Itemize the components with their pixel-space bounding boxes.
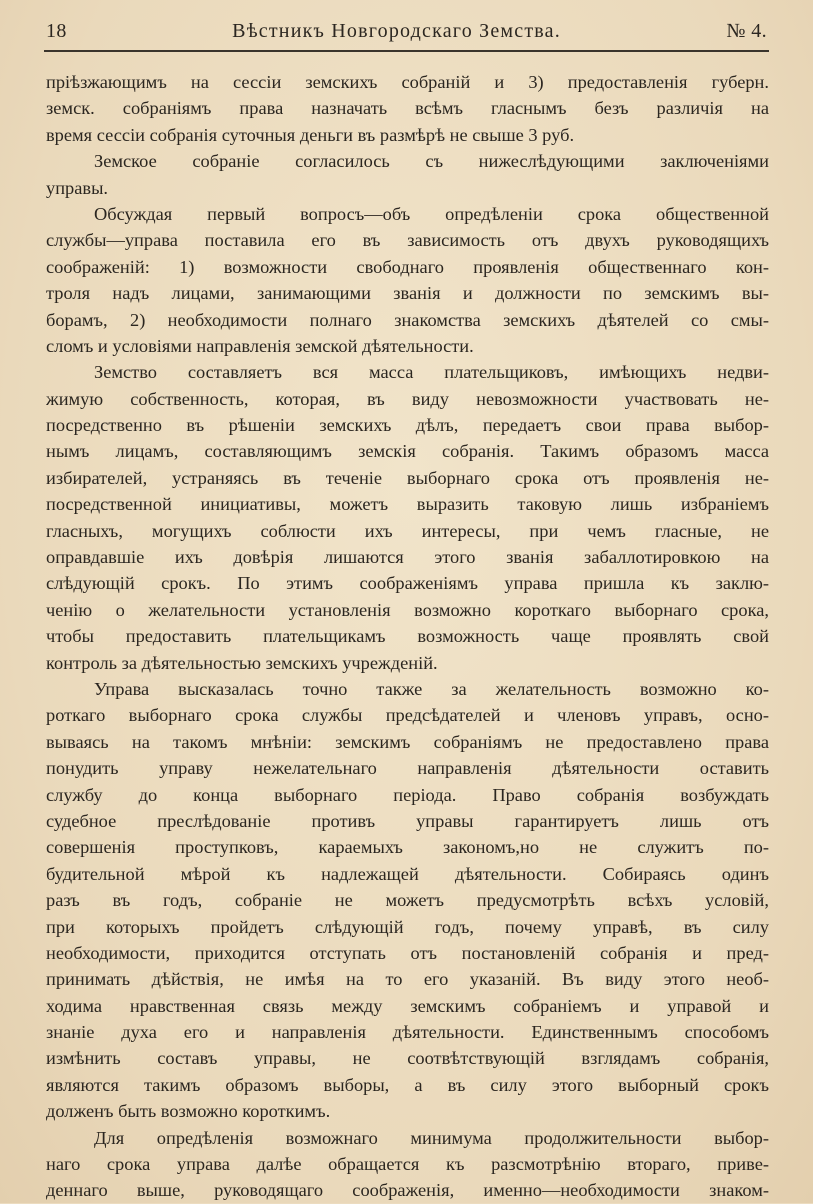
text-line: будительной мѣрой къ надлежащей дѣятельности. Собираясь одинъ [46, 863, 769, 884]
text-line: гласныхъ, могущихъ соблюсти ихъ интересы, при чемъ гласные, не [46, 520, 769, 541]
text-line: троля надъ лицами, занимающими званія и должности по земскимъ вы- [46, 283, 769, 304]
text-line: соображеній: 1) возможности свободнаго проявленія общественнаго кон- [46, 256, 769, 277]
header-rule [44, 50, 769, 52]
text-line: чтобы предоставить плательщикамъ возможность чаще проявлять свой [46, 626, 769, 647]
text-line: борамъ, 2) необходимости полнаго знакомства земскихъ дѣятелей со смы- [46, 309, 769, 330]
text-line: Земское собраніе согласилось съ нижеслѣдующими заключеніями [94, 151, 769, 172]
text-line: Управа высказалась точно также за желательность возможно ко- [94, 678, 769, 699]
text-line: контроль за дѣятельностью земскихъ учрежденій. [46, 652, 438, 673]
text-line: сломъ и условіями направленія земской дѣятельности. [46, 335, 474, 356]
text-line: Земство составляетъ вся масса плательщиковъ, имѣющихъ недви- [94, 362, 769, 383]
running-header [46, 20, 767, 46]
page-number: 18 [46, 20, 67, 42]
text-line: вываясь на такомъ мнѣніи: земскимъ собраніямъ не предоставлено права [46, 731, 769, 752]
text-line: наго срока управа далѣе обращается къ разсмотрѣнію втораго, приве- [46, 1154, 769, 1175]
text-line: Для опредѣленія возможнаго минимума продолжительности выбор- [94, 1127, 769, 1148]
text-line: долженъ быть возможно короткимъ. [46, 1101, 331, 1122]
text-line: избирателей, устраняясь въ теченіе выборнаго срока отъ проявленія не- [46, 467, 769, 488]
text-line: слѣдующій срокъ. По этимъ соображеніямъ управа пришла къ заклю- [46, 573, 769, 594]
text-line: нымъ лицамъ, составляющимъ земскія собранія. Такимъ образомъ масса [46, 441, 769, 462]
text-line: управы. [46, 177, 109, 198]
text-line: деннаго выше, руководящаго соображенія, именно—необходимости знаком- [46, 1180, 769, 1201]
text-line: службу до конца выборнаго періода. Право собранія возбуждать [46, 784, 769, 805]
text-line: земск. собраніямъ права назначать всѣмъ гласнымъ безъ различія на [46, 98, 769, 119]
text-line: жимую собственность, которая, въ виду невозможности участвовать не- [46, 388, 769, 409]
text-line: ходима нравственная связь между земскимъ собраніемъ и управой и [46, 995, 769, 1016]
journal-title: Вѣстникъ Новгородскаго Земства. [232, 20, 561, 42]
text-line: ченію о желательности установленія возможно короткаго выборнаго срока, [46, 599, 769, 620]
body-text [46, 69, 769, 1204]
text-line: посредственно въ рѣшеніи земскихъ дѣлъ, передаетъ свои права выбор- [46, 415, 769, 436]
text-line: оправдавшіе ихъ довѣрія лишаются этого званія забаллотировкою на [46, 547, 769, 568]
text-line: являются такимъ образомъ выборы, а въ силу этого выборный срокъ [46, 1074, 769, 1095]
text-line: роткаго выборнаго срока службы предсѣдателей и членовъ управъ, осно- [46, 705, 769, 726]
text-line: совершенія проступковъ, караемыхъ закономъ,но не служитъ по- [46, 837, 769, 858]
text-line: измѣнить составъ управы, не соотвѣтствующій взглядамъ собранія, [46, 1048, 769, 1069]
text-line: пріѣзжающимъ на сессіи земскихъ собраній и 3) предоставленія губерн. [46, 72, 769, 92]
text-line: посредственной инициативы, можетъ выразить таковую лишь избраніемъ [46, 494, 769, 515]
text-line: судебное преслѣдованіе противъ управы гарантируетъ лишь отъ [46, 810, 769, 831]
text-line: разъ въ годъ, собраніе не можетъ предусмотрѣть всѣхъ условій, [46, 890, 769, 911]
text-line: необходимости, приходится отступать отъ постановленій собранія и пред- [46, 942, 769, 963]
text-line: знаніе духа его и направленія дѣятельности. Единственнымъ способомъ [46, 1022, 769, 1043]
text-line: принимать дѣйствія, не имѣя на то его указаній. Въ виду этого необ- [46, 969, 769, 990]
text-line: при которыхъ пройдетъ слѣдующій годъ, почему управѣ, въ силу [46, 916, 769, 937]
text-line: Обсуждая первый вопросъ—объ опредѣленіи срока общественной [94, 203, 769, 224]
text-line: службы—управа поставила его въ зависимость отъ двухъ руководящихъ [46, 230, 769, 251]
text-line: понудить управу нежелательнаго направленія дѣятельности оставить [46, 758, 769, 779]
text-line: время сессіи собранія суточныя деньги въ размѣрѣ не свыше 3 руб. [46, 124, 575, 145]
issue-number: № 4. [726, 20, 767, 42]
